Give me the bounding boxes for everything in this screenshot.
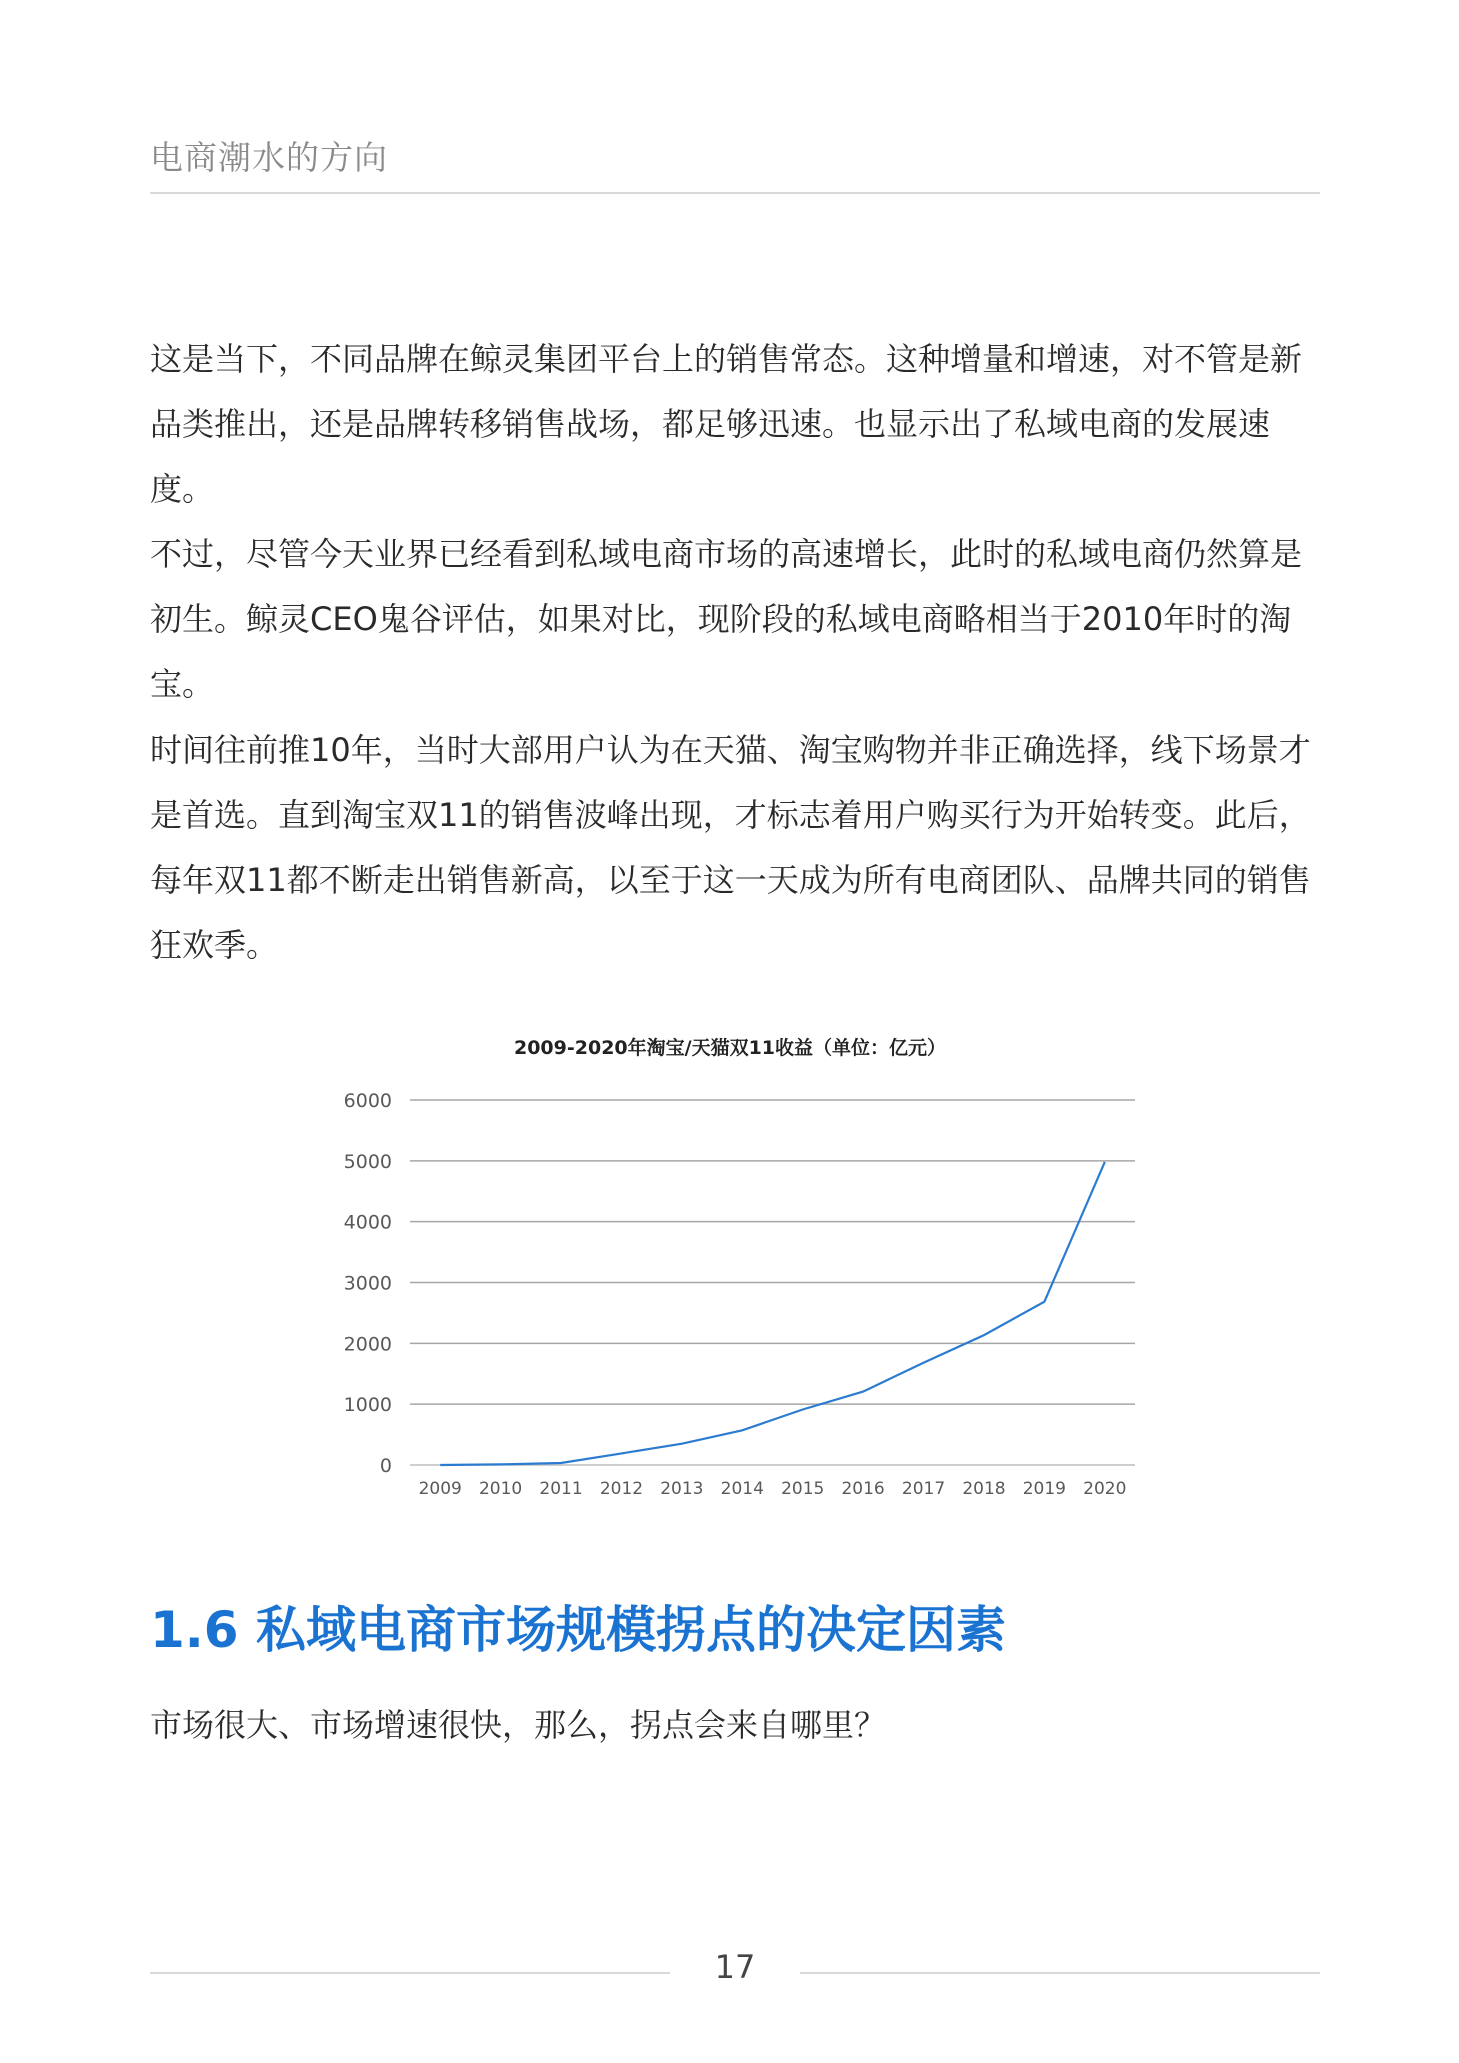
x-tick-label: 2014 xyxy=(720,1479,764,1499)
x-tick-label: 2017 xyxy=(901,1479,946,1499)
x-tick-label: 2015 xyxy=(781,1479,825,1499)
x-tick-label: 2013 xyxy=(660,1479,704,1499)
x-tick-label: 2010 xyxy=(478,1479,523,1499)
paragraph-3: 时间往前推10年，当时大部用户认为在天猫、淘宝购物并非正确选择，线下场景才是首选。直到淘宝双11的销售波峰出现，才标志着用户购买行为开始转变。此后，每年双11都不断走出销售新高，以至于这一天成为所有电商团队、品牌共同的销售狂欢季。 xyxy=(150,731,1311,964)
footer-rule-left xyxy=(150,1972,670,1974)
section-heading: 1.6 私域电商市场规模拐点的决定因素 xyxy=(150,1601,1006,1659)
running-header: 电商潮水的方向 xyxy=(150,138,388,177)
y-tick-label: 5000 xyxy=(343,1150,392,1173)
chart-title: 2009-2020年淘宝/天猫双11收益（单位：亿元） xyxy=(513,1037,947,1059)
series-line xyxy=(440,1162,1105,1465)
paragraph-1: 这是当下，不同品牌在鲸灵集团平台上的销售常态。这种增量和增速，对不管是新品类推出，还是品牌转移销售战场，都足够迅速。也显示出了私域电商的发展速度。 xyxy=(150,340,1303,508)
x-tick-labels xyxy=(419,1479,1127,1499)
x-tick-label: 2018 xyxy=(962,1479,1006,1499)
line-chart-svg xyxy=(310,1030,1150,1510)
y-tick-label: 4000 xyxy=(343,1211,392,1234)
gridlines xyxy=(410,1100,1135,1465)
x-tick-label: 2012 xyxy=(599,1479,644,1499)
y-tick-label: 1000 xyxy=(343,1394,392,1417)
y-tick-label: 6000 xyxy=(343,1090,392,1112)
header-divider xyxy=(150,192,1320,194)
x-tick-label: 2009 xyxy=(418,1479,462,1499)
paragraph-2: 不过，尽管今天业界已经看到私域电商市场的高速增长，此时的私域电商仍然算是初生。鲸灵CEO鬼谷评估，如果对比，现阶段的私域电商略相当于2010年时的淘宝。 xyxy=(150,535,1303,703)
y-tick-label: 0 xyxy=(379,1455,392,1477)
y-tick-labels xyxy=(344,1090,392,1477)
section-paragraph: 市场很大、市场增速很快，那么，拐点会来自哪里？ xyxy=(150,1706,887,1744)
x-tick-label: 2011 xyxy=(539,1479,583,1499)
revenue-chart xyxy=(310,1030,1150,1510)
y-tick-label: 2000 xyxy=(343,1333,392,1356)
page-number: 17 xyxy=(714,1948,756,1986)
x-tick-label: 2020 xyxy=(1083,1479,1127,1499)
x-tick-label: 2019 xyxy=(1022,1479,1067,1499)
footer-rule-right xyxy=(800,1972,1320,1974)
y-tick-label: 3000 xyxy=(343,1272,392,1295)
x-tick-label: 2016 xyxy=(841,1479,885,1499)
